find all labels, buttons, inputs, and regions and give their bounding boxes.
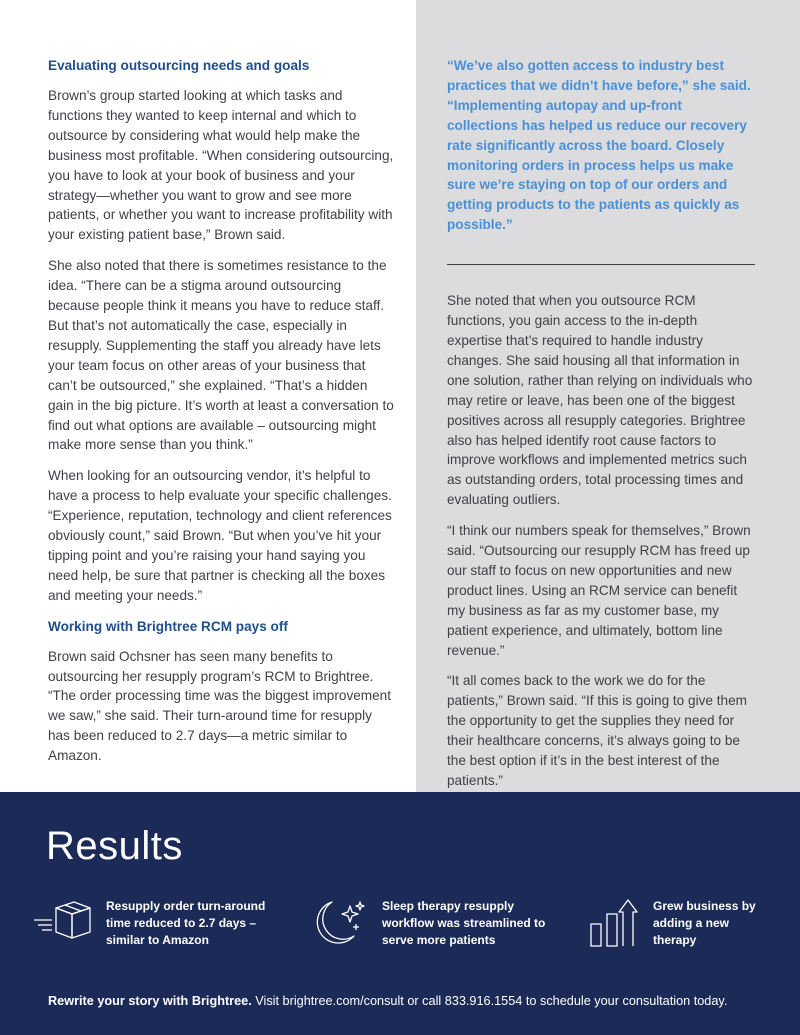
footer-contact-text: Visit brightree.com/consult or call 833.916.1554 to schedule your consultation today. xyxy=(251,994,728,1008)
results-section xyxy=(0,792,800,1035)
footer-cta xyxy=(48,994,727,1008)
section-heading-working: Working with Brightree RCM pays off xyxy=(48,618,288,634)
divider xyxy=(447,264,755,265)
result-text: Resupply order turn-around time reduced to 2.7 days – similar to Amazon xyxy=(106,899,266,947)
pull-quote: “We’ve also gotten access to industry best practices that we didn’t have before,” she said. “Implementing autopay and up-front collections has helped us reduce our recovery rate significantly across the board. Closely monitoring orders in process helps us make sure we’re staying on top of our orders and getting products to the patients as quickly as possible.” xyxy=(447,58,751,233)
body-paragraph: She noted that when you outsource RCM functions, you gain access to the in-depth expertise that’s required to handle industry changes. She said housing all that information in one solution, rather than relying on individuals who may retire or leave, has been one of the biggest positives across all resupply categories. Brightree also has helped identify root cause factors to improve workflows and implemented metrics such as outstanding orders, total processing times and evaluating outliers. xyxy=(447,293,753,508)
body-paragraph: “It all comes back to the work we do for the patients,” Brown said. “If this is going to give them the opportunity to get the supplies they need for their healthcare concerns, it’s always going to be the best option if it’s in the best interest of the patients.” xyxy=(447,673,747,788)
results-title: Results xyxy=(46,824,183,868)
moon-stars-icon xyxy=(312,898,370,946)
body-paragraph: “I think our numbers speak for themselves,” Brown said. “Outsourcing our resupply RCM has freed up our staff to focus on new opportunities and new product lines. Using an RCM service can benefit my business as far as my customer base, my patient experience, and ultimately, bottom line revenue.” xyxy=(447,523,751,658)
result-text: Sleep therapy resupply workflow was streamlined to serve more patients xyxy=(382,899,546,947)
body-paragraph: She also noted that there is sometimes resistance to the idea. “There can be a stigma around outsourcing because people think it means you have to reduce staff. But that’s not automatically the case, especially in resupply. Supplementing the staff you already have lets your team focus on other areas of your business that can’t be outsourced,” she explained. “That’s a hidden gain in the big picture. It’s worth at least a conversation to find out what options are available – outsourcing might make more sense than you think.” xyxy=(48,258,394,453)
left-column xyxy=(48,56,394,777)
package-box-icon xyxy=(32,898,92,944)
growth-bars-icon xyxy=(588,898,644,950)
footer-bold-text: Rewrite your story with Brightree. xyxy=(48,994,252,1008)
section-heading-evaluating: Evaluating outsourcing needs and goals xyxy=(48,58,310,73)
body-paragraph: Brown’s group started looking at which tasks and functions they wanted to keep internal and which to outsource by considering what would help make the business most profitable. “When considering outsourcing, you have to look at your book of business and your strategy—whether you want to grow and see more patients, or whether you want to increase profitability with your existing patient base,” Brown said. xyxy=(48,88,394,243)
body-paragraph: Brown said Ochsner has seen many benefits to outsourcing her resupply program’s RCM to Brightree. “The order processing time was the biggest improvement we saw,” she said. Their turn-around time for resupply has been reduced to 2.7 days—a metric similar to Amazon. xyxy=(48,648,392,764)
body-paragraph: When looking for an outsourcing vendor, it’s helpful to have a process to help evaluate your specific challenges. “Experience, reputation, technology and client references obviously count,” said Brown. “But when you’ve hit your tipping point and you’re raising your hand saying you need help, be sure that partner is checking all the boxes and meeting your needs.” xyxy=(48,468,392,603)
right-column xyxy=(447,56,755,802)
result-text: Grew business by adding a new therapy xyxy=(653,899,756,947)
